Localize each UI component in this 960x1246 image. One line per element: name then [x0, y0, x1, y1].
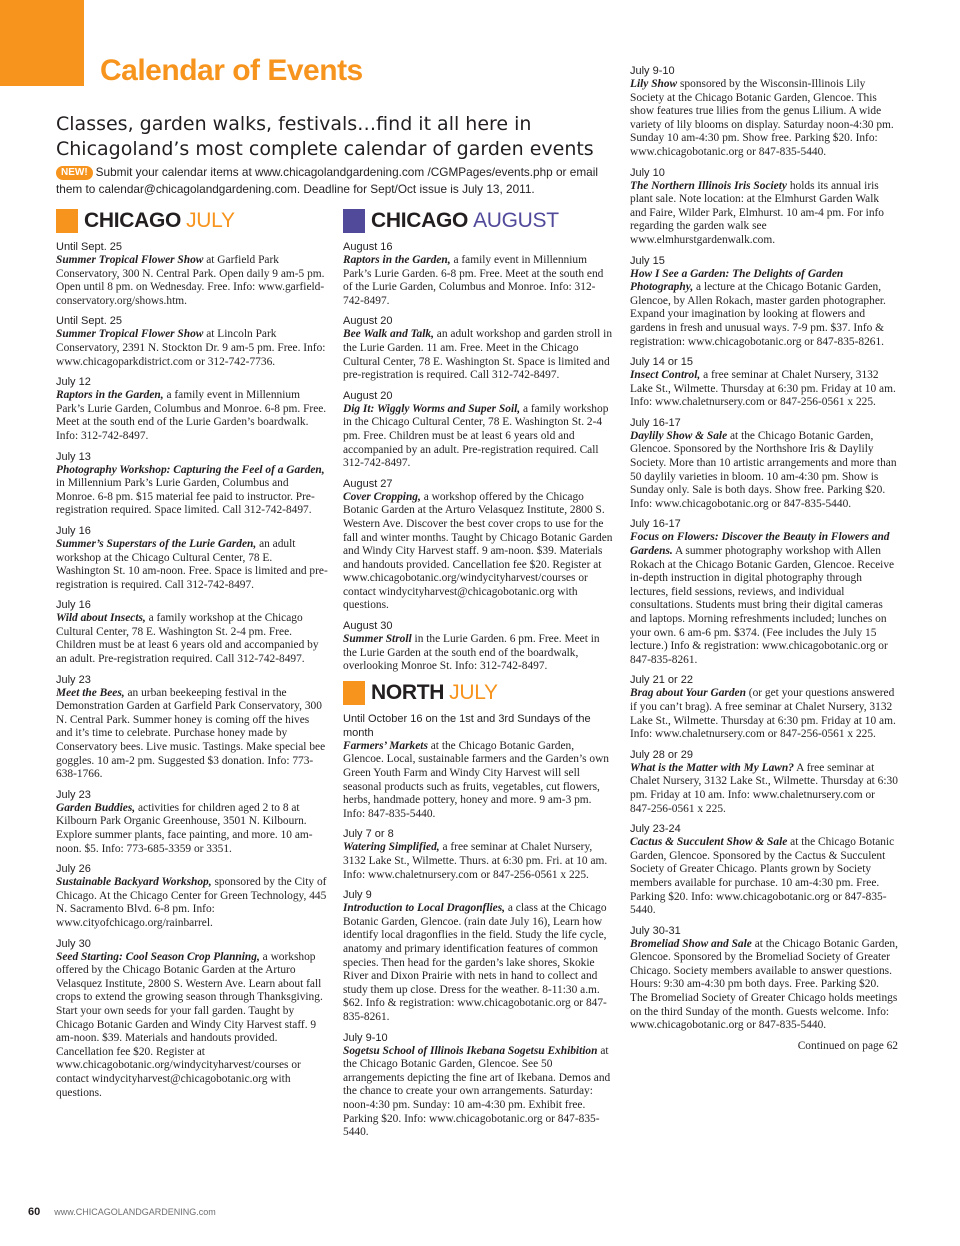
event-item — [56, 375, 328, 443]
event-description: at the Chicago Botanic Garden, Glencoe. Sponsored by the Cactus & Succulent Society of Greater Chicago. Plants grown by Society members available for purchase. 10 am-4:30 pm. Free. Parking $20. Info: www.chicagobotanic.org or 847-835-5440. — [630, 836, 895, 917]
event-name: How I See a Garden: The Delights of Garden Photography, — [630, 267, 844, 294]
event-description: a family workshop in the Chicago Cultural Center, 78 E. Washington St. 2-4 pm. Free. Children must be at least 6 years old and accompanied by an adult. Pre-registration required. Call 312-742-8497. — [343, 402, 609, 470]
event-description: an adult workshop at the Chicago Cultural Center, 78 E. Washington St. 10 am-noon. Free. Space is limited and pre-registration is required. Call 312-742-8497. — [56, 537, 328, 591]
event-body — [343, 254, 615, 308]
section-heading — [343, 680, 615, 706]
event-description: A free seminar at Chalet Nursery, 3132 Lake St., Wilmette. Thursday at 6:30 pm. Friday at 10 am. Info: www.chaletnursery.com or 847-256-0561 x 225. — [630, 761, 898, 815]
event-name: Bee Walk and Talk, — [343, 328, 434, 341]
event-body — [56, 687, 328, 782]
event-item — [343, 827, 615, 882]
event-name: Photography Workshop: Capturing the Feel of a Garden, — [56, 463, 325, 476]
event-date: August 16 — [343, 241, 393, 253]
event-item — [630, 254, 898, 350]
event-body — [56, 802, 328, 856]
event-date: July 23 — [56, 788, 91, 801]
section-month: AUGUST — [473, 209, 559, 232]
event-date: July 12 — [56, 376, 91, 389]
event-item — [343, 477, 615, 613]
event-name: Cover Cropping, — [343, 490, 421, 503]
event-date: August 27 — [343, 477, 393, 490]
section-city: CHICAGO — [84, 209, 182, 232]
event-description: sponsored by the City of Chicago. At the Chicago Center for Green Technology, 445 N. Sacramento Blvd. 6-8 pm. Info: www.cityofchicago.org/rainbarrel. — [56, 876, 327, 929]
event-name: The Northern Illinois Iris Society — [630, 179, 787, 192]
section-chicago-july — [56, 208, 328, 1100]
event-date: July 16 — [56, 524, 91, 537]
event-body — [630, 78, 898, 160]
event-item — [630, 748, 898, 816]
event-body — [56, 538, 328, 592]
event-name: Summer Tropical Flower Show — [56, 328, 204, 341]
event-date: Until Sept. 25 — [56, 315, 123, 328]
event-item — [343, 619, 615, 674]
event-date: July 15 — [630, 254, 665, 267]
event-item — [630, 673, 898, 741]
event-date: August 20 — [343, 315, 393, 328]
event-body — [56, 876, 328, 930]
event-date: July 21 or 22 — [630, 674, 693, 687]
event-description: a free seminar at Chalet Nursery, 3132 Lake St., Wilmette. Thursday at 6:30 pm. Friday at 10 am. Info: www.chaletnursery.com or 847-256-0561 x 225. — [630, 369, 896, 409]
event-name: Farmers’ Markets — [343, 739, 428, 752]
event-date: July 13 — [56, 450, 91, 463]
event-body — [343, 328, 615, 382]
event-item — [56, 673, 328, 782]
event-name: Sogetsu School of Illinois Ikebana Sogetsu Exhibition — [343, 1044, 598, 1057]
event-description: in the Lurie Garden. 6 pm. Free. Meet in the Lurie Garden at the south end of the boardwalk, overlooking Monroe St. Info: 312-742-8497. — [343, 633, 600, 673]
event-body — [630, 687, 898, 741]
event-item — [56, 598, 328, 666]
event-body — [343, 491, 615, 613]
event-date: July 9-10 — [343, 1031, 388, 1044]
page-number: 60 — [28, 1206, 41, 1218]
event-name: Daylily Show & Sale — [630, 429, 728, 442]
orange-corner-tab — [0, 0, 84, 86]
event-name: Meet the Bees, — [56, 686, 125, 699]
event-date: Until Sept. 25 — [56, 241, 123, 253]
event-name: Garden Buddies, — [56, 801, 136, 814]
event-body — [56, 254, 328, 308]
event-item — [630, 355, 898, 410]
event-item — [56, 862, 328, 930]
event-item — [630, 517, 898, 667]
event-item — [630, 822, 898, 918]
event-body — [630, 938, 898, 1033]
event-name: Summer’s Superstars of the Lurie Garden, — [56, 537, 257, 550]
new-badge: NEW! — [56, 166, 93, 180]
event-description: a workshop offered by the Chicago Botanic Garden at the Arturo Velasquez Institute, 2800 S. Western Ave. Discover the best cover crops to use for the fall and winter months. Taught by Chicago Botanic Garden and Windy City Harvest staff. 9 am-noon. $39. Materials and handouts provided. Cancellation fee $20. Register at www.chicagobotanic.org/windycityharvest/courses or contact windycityharvest@chicagobotanic.org with questions. — [343, 490, 613, 612]
event-date: July 14 or 15 — [630, 356, 693, 369]
event-body — [630, 180, 898, 248]
event-description: in Millennium Park’s Lurie Garden, Columbus and Monroe. 6-8 pm. $15 material fee paid to instructor. Pre-registration required. Space limited. Call 312-742-8497. — [56, 477, 315, 517]
event-date: July 30 — [56, 937, 91, 950]
section-month: JULY — [449, 680, 498, 704]
event-body — [56, 464, 328, 518]
event-body — [630, 531, 898, 667]
event-body — [343, 403, 615, 471]
event-name: Introduction to Local Dragonflies, — [343, 902, 506, 915]
event-name: Brag about Your Garden — [630, 687, 746, 700]
event-date: July 16-17 — [630, 416, 681, 429]
event-date: July 7 or 8 — [343, 828, 394, 841]
event-description: sponsored by the Wisconsin-Illinois Lily Society at the Chicago Botanic Garden, Glencoe. This show features true lilies from the genus Lilium. A wide variety of lily blooms on display. Saturday noon-4:30 pm. Sunday 10 am-4:30 pm. Show free. Parking $20. Info: www.chicagobotanic.org or 847-835-5440. — [630, 78, 894, 158]
event-name: Seed Starting: Cool Season Crop Planning, — [56, 950, 260, 963]
event-date: July 10 — [630, 166, 665, 179]
event-name: What is the Matter with My Lawn? — [630, 761, 794, 774]
event-description: at the Chicago Botanic Garden, Glencoe. Sponsored by the Northshore Iris & Daylily Society. More than 10 artistic arrangements and more than 50 daylily varieties in bloom. 10 am-4:30 pm. Show is Sunday only. Sale is both days. Show free. Parking $20. Info: www.chicagobotanic.org or 847-835-5440. — [630, 429, 897, 510]
event-item — [56, 450, 328, 518]
event-name: Wild about Insects, — [56, 612, 146, 625]
column-3 — [630, 64, 898, 1053]
event-description: an urban beekeeping festival in the Demonstration Garden at Garfield Park Conservatory, 300 N. Central Park. Summer honey is coming off the hives and it’s time to celebrate. Purchase honey made by Conservatory bees. Live music. Tastings. Make special bee goggles. 10 am-2 pm. Suggested $3 donation. Info: 773-638-1766. — [56, 686, 326, 781]
event-body — [630, 762, 898, 816]
intro-text: Classes, garden walks, festivals…find it all here in Chicagoland’s most complete calendar of garden events — [56, 113, 594, 160]
event-date: July 28 or 29 — [630, 748, 693, 761]
event-date: July 23 — [56, 673, 91, 686]
page-footer — [28, 1206, 216, 1218]
submit-text: Submit your calendar items at www.chicagolandgardening.com /CGMPages/events.php or email them to calendar@chicagolandgardening.com. Deadline for Sept/Oct issue is July 13, 2011. — [56, 165, 598, 196]
event-item — [630, 416, 898, 512]
event-description: a family event in Millennium Park’s Lurie Garden. 6-8 pm. Free. Meet at the south end of the Lurie Garden, Columbus and Monroe. Info: 312-742-8497. — [343, 254, 604, 307]
event-body — [56, 612, 328, 666]
event-date: July 9-10 — [630, 65, 675, 77]
event-item — [56, 524, 328, 592]
event-body — [343, 633, 615, 674]
event-description: at Garfield Park Conservatory, 300 N. Central Park. Open daily 9 am-5 pm. Open until 8 pm. on Wednesday. Free. Info: www.garfield-conservatory.org/shows.htm. — [56, 254, 325, 307]
event-body — [630, 836, 898, 918]
event-date: July 26 — [56, 863, 91, 876]
event-date: July 16 — [56, 599, 91, 612]
event-item — [630, 64, 898, 160]
event-description: a lecture at the Chicago Botanic Garden, Glencoe, by Allen Rokach, master garden photographer. Expand your imagination by looking at flowers and gardens in fresh and unusual ways. 7-9 pm. $37. Info & registration: www.chicagobotanic.org or 847-835-8261. — [630, 281, 886, 348]
section-city: NORTH — [371, 680, 445, 704]
event-description: at Lincoln Park Conservatory, 2391 N. Stockton Dr. 9 am-5 pm. Free. Info: www.chicagoparkdistrict.com or 312-742-7736. — [56, 328, 326, 368]
event-body — [56, 389, 328, 443]
event-name: Sustainable Backyard Workshop, — [56, 876, 212, 889]
event-date: July 9 — [343, 889, 372, 902]
event-body — [630, 369, 898, 410]
column-1 — [56, 208, 328, 1106]
column-2 — [343, 208, 615, 1146]
event-date: July 30-31 — [630, 924, 681, 937]
event-body — [343, 740, 615, 822]
event-description: A summer photography workshop with Allen Rokach at the Chicago Botanic Garden, Glencoe. Receive in-depth instruction in digital photography through lectures, field sessions, reviews, and individual consultations. Students must bring their digital cameras and laptops. Morning refreshments included; lunches on your own. 6 am-6 pm. $374. (Fee includes the July 15 lecture.) Info & registration: www.chicagobotanic.org or 847-835-8261. — [630, 545, 895, 666]
section-city: CHICAGO — [371, 209, 469, 232]
event-item — [630, 166, 898, 248]
section-north-july — [343, 680, 615, 1140]
event-name: Raptors in the Garden, — [343, 254, 451, 266]
event-description: a family event in Millennium Park’s Lurie Garden, Columbus and Monroe. 6-8 pm. Free. Meet at the south end of the Lurie Garden’s boardwalk. Info: 312-742-8497. — [56, 389, 327, 442]
event-item — [56, 937, 328, 1101]
event-name: Dig It: Wiggly Worms and Super Soil, — [343, 402, 521, 415]
event-description: holds its annual iris plant sale. Note location: at the Elmhurst Garden Walk and Faire, Wilder Park, Elmhurst. 10 am-4 pm. For info regarding the garden walk see www.elmhurstgardenwalk.com. — [630, 179, 884, 246]
event-name: Cactus & Succulent Show & Sale — [630, 836, 788, 849]
submit-notice — [56, 164, 616, 198]
event-item — [56, 314, 328, 369]
event-description: a class at the Chicago Botanic Garden, Glencoe. (rain date July 16), Learn how identify local dragonflies in the field. Study the life cycle, anatomy and primary identification features of common species. Then head for the garden’s lake shores, Skokie River and Dixon Prairie with nets in hand to collect and study them up close. Dress for the weather. 8-11:30 a.m. $62. Info & registration: www.chicagobotanic.org or 847-835-8261. — [343, 902, 607, 1023]
event-item — [343, 240, 615, 308]
event-item — [343, 314, 615, 382]
event-item — [56, 788, 328, 856]
event-name: Bromeliad Show and Sale — [630, 937, 752, 950]
event-name: Focus on Flowers: Discover the Beauty in Flowers and Gardens. — [630, 531, 890, 558]
continued-note: Continued on page 62 — [797, 1039, 898, 1052]
event-body — [343, 841, 615, 882]
event-description: a workshop offered by the Chicago Botanic Garden at the Arturo Velasquez Institute, 2800 S. Western Ave. Learn about fall crops to extend the growing season through Thanksgiving. Start your own seeds for your fall garden. Taught by Chicago Botanic Garden and Windy City Harvest staff. 9 am-noon. $39. Materials and handouts provided. Cancellation fee $20. Register at www.chicagobotanic.org/windycityharvest/courses or contact windycityharvest@chicagobotanic.org with questions. — [56, 950, 323, 1099]
section-square-marker — [343, 209, 365, 233]
section-heading — [343, 208, 615, 234]
event-date: July 23-24 — [630, 823, 681, 836]
event-description: activities for children aged 2 to 8 at Kilbourn Park Organic Greenhouse, 3501 N. Kilbourn. Explore summer plants, face painting, and more. 10 am-noon. $5. Info: 773-685-3359 or 3351. — [56, 801, 313, 855]
event-name: Watering Simplified, — [343, 841, 440, 854]
event-description: a family workshop at the Chicago Cultural Center, 78 E. Washington St. 2-4 pm. Free. Children must be at least 6 years old and accompanied by an adult. Pre-registration required. Call 312-742-8497. — [56, 612, 319, 666]
event-item — [630, 924, 898, 1033]
event-item — [343, 712, 615, 822]
event-name: Summer Stroll — [343, 633, 412, 646]
section-square-marker — [56, 209, 78, 233]
event-item — [56, 240, 328, 308]
event-name: Summer Tropical Flower Show — [56, 254, 204, 266]
event-body — [630, 430, 898, 512]
event-date: Until October 16 on the 1st and 3rd Sundays of the month — [343, 712, 591, 739]
page-title: Calendar of Events — [100, 54, 363, 87]
event-item — [343, 888, 615, 1024]
event-body — [630, 268, 898, 350]
event-item — [343, 1031, 615, 1140]
event-description: at the Chicago Botanic Garden, Glencoe. Local, sustainable farmers and the Garden’s own Green Youth Farm and Windy City Harvest will sell seasonal products such as fruits, vegetables, cut flowers, herbs, handmade pottery, honey and more. 9 am-3 pm. Info: 847-835-5440. — [343, 739, 609, 820]
section-square-marker — [343, 681, 365, 705]
event-body — [56, 328, 328, 369]
event-description: at the Chicago Botanic Garden, Glencoe. See 50 arrangements depicting the fine art of Ikebana. Demos and the chance to create your own arrangements. Saturday: noon-4:30 pm. Sunday: 10 am-4:30 pm. Exhibit free. Parking $20. Info: www.chicagobotanic.org or 847-835-5440. — [343, 1044, 611, 1139]
event-body — [343, 1045, 615, 1140]
event-date: August 20 — [343, 389, 393, 402]
event-name: Raptors in the Garden, — [56, 389, 164, 402]
section-heading — [56, 208, 328, 234]
event-date: August 30 — [343, 620, 393, 633]
event-body — [343, 902, 615, 1024]
footer-site: www.CHICAGOLANDGARDENING.com — [54, 1207, 216, 1217]
event-description: at the Chicago Botanic Garden, Glencoe. Sponsored by the Bromeliad Society of Greater Chicago. Society members available to answer questions. Hours: 9:30 am-4:30 pm both days. Free. Parking $20. The Bromeliad Society of Greater Chicago holds meetings on the third Sunday of the month. Guests welcome. Info: www.chicagobotanic.org or 847-835-5440. — [630, 937, 898, 1032]
section-month: JULY — [186, 209, 235, 232]
event-date: July 16-17 — [630, 518, 681, 531]
event-description: (or get your questions answered if you can’t brag). A free seminar at Chalet Nursery, 3132 Lake St., Wilmette. Thursday at 6:30 pm. Friday at 10 am. Info: www.chaletnursery.com or 847-256-0561 x 225. — [630, 687, 896, 741]
event-name: Lily Show — [630, 78, 678, 90]
event-name: Insect Control, — [630, 369, 701, 382]
event-item — [343, 389, 615, 471]
section-chicago-august — [343, 208, 615, 674]
event-description: a free seminar at Chalet Nursery, 3132 Lake St., Wilmette. Thurs. at 6:30 pm. Fri. at 10 am. Info: www.chaletnursery.com or 847-256-0561 x 225. — [343, 841, 608, 881]
event-description: an adult workshop and garden stroll in the Lurie Garden. 11 am. Free. Meet in the Chicago Cultural Center, 78 E. Washington St. Space is limited and pre-registration is required. Call 312-742-8497. — [343, 328, 613, 382]
event-body — [56, 951, 328, 1101]
